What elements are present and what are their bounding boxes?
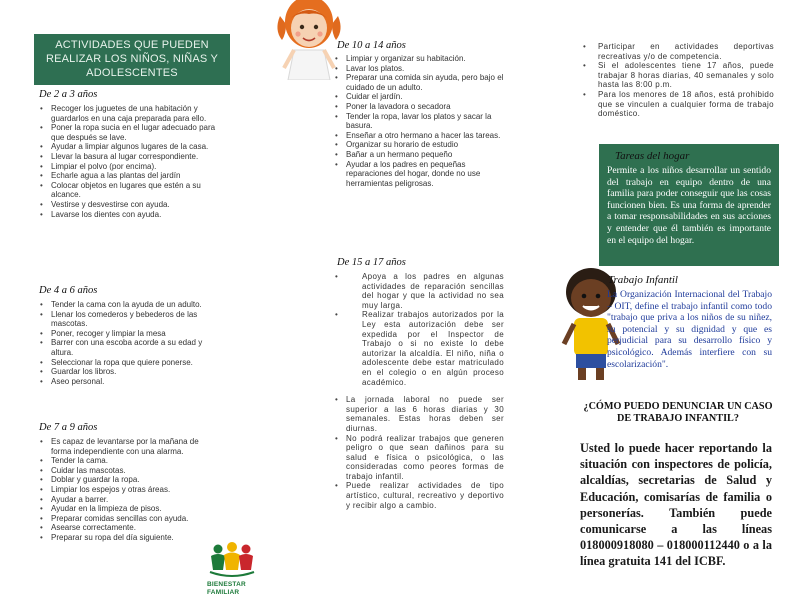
heading-2-3: De 2 a 3 años — [39, 89, 98, 100]
list-item: • Ayudar en la limpieza de pisos. — [39, 504, 221, 514]
list-item: • Enseñar a otro hermano a hacer las tareas. — [334, 131, 504, 141]
list-2-3 — [39, 104, 221, 219]
logo-text-1: BIENESTAR — [207, 581, 246, 588]
list-item: • Limpiar el polvo (por encima). — [39, 162, 221, 172]
list-item: • Echarle agua a las plantas del jardín — [39, 171, 221, 181]
list-item: • Preparar su ropa del día siguiente. — [39, 533, 221, 543]
list-item: • Lavarse los dientes con ayuda. — [39, 210, 221, 220]
list-item: • Si el adolescentes tiene 17 años, puede trabajar 8 horas diarias, 40 semanales y solo hasta las 8:00 p.m. — [582, 61, 774, 90]
list-item: • Puede realizar actividades de tipo artístico, cultural, recreativo y deportivo y recibir algo a cambio. — [334, 481, 504, 510]
tareas-heading: Tareas del hogar — [615, 150, 690, 162]
list-item: • Tender la cama. — [39, 456, 221, 466]
list-item: • Es capaz de levantarse por la mañana de forma independiente con una alarma. — [39, 437, 221, 456]
list-item: • Seleccionar la ropa que quiere ponerse. — [39, 358, 223, 368]
tareas-panel — [599, 144, 779, 266]
list-item: • Poner la ropa sucia en el lugar adecuado para que después se lave. — [39, 123, 221, 142]
list-item: • Cuidar el jardín. — [334, 92, 504, 102]
heading-7-9: De 7 a 9 años — [39, 422, 98, 433]
list-7-9 — [39, 437, 221, 543]
bienestar-logo — [205, 540, 259, 610]
list-item: • Organizar su horario de estudio — [334, 140, 504, 150]
list-15-17 — [334, 272, 504, 510]
tareas-text: Permite a los niños desarrollar un sentido del trabajo en equipo dentro de una familia para poder conseguir que las cosas funcionen bien. Es una forma de aprender a tomar responsabilidades en sus acciones y entender que él también es importante en el equipo del hogar. — [607, 165, 771, 246]
list-item: • Apoya a los padres en algunas actividades de reparación sencillas del hogar y que la actividad no sea muy larga. — [334, 272, 504, 310]
list-item: • Ayudar a barrer. — [39, 495, 221, 505]
brochure-title: ACTIVIDADES QUE PUEDEN REALIZAR LOS NIÑOS, NIÑAS Y ADOLESCENTES — [34, 34, 230, 85]
list-item: • Lavar los platos. — [334, 64, 504, 74]
list-item: • No podrá realizar trabajos que generen peligro o que sean dañinos para su salud e física o psicológica, o las consideradas como peores formas de trabajo infantil. — [334, 434, 504, 482]
heading-15-17: De 15 a 17 años — [337, 257, 406, 268]
family-icon — [205, 540, 259, 580]
list-item: • Para los menores de 18 años, está prohibido que se vinculen a cualquier forma de trabajo doméstico. — [582, 90, 774, 119]
trabajo-heading: Trabajo Infantil — [608, 274, 678, 286]
list-item: • Guardar los libros. — [39, 367, 223, 377]
list-item: • Cuidar las mascotas. — [39, 466, 221, 476]
denuncia-heading: ¿CÓMO PUEDO DENUNCIAR UN CASO DE TRABAJO INFANTIL? — [583, 401, 773, 424]
panel-middle — [264, 0, 528, 612]
logo-text-2: FAMILIAR — [207, 589, 240, 596]
list-item: • Colocar objetos en lugares que estén a su alcance. — [39, 181, 221, 200]
list-item: • Aseo personal. — [39, 377, 223, 387]
list-4-6 — [39, 300, 223, 386]
list-item: • Vestirse y desvestirse con ayuda. — [39, 200, 221, 210]
list-item: • Llevar la basura al lugar correspondiente. — [39, 152, 221, 162]
list-item: • La jornada laboral no puede ser superior a las 6 horas diarias y 30 semanales. Estas horas deben ser diurnas. — [334, 395, 504, 433]
list-extra — [582, 42, 774, 119]
list-item: • Poner la lavadora o secadora — [334, 102, 504, 112]
list-item: • Doblar y guardar la ropa. — [39, 475, 221, 485]
heading-10-14: De 10 a 14 años — [337, 40, 406, 51]
heading-4-6: De 4 a 6 años — [39, 285, 98, 296]
list-item: • Preparar una comida sin ayuda, pero bajo el cuidado de un adulto. — [334, 73, 504, 92]
list-item: • Poner, recoger y limpiar la mesa — [39, 329, 223, 339]
list-item: • Limpiar y organizar su habitación. — [334, 54, 504, 64]
denuncia-text: Usted lo puede hacer reportando la situación con inspectores de policía, alcaldías, secretarias de Salud y Educación, comisarías de familia o personerías. También puede comunicarse a las líneas 018000918080 – 018000112440 o a la línea gratuita 141 del ICBF. — [580, 441, 772, 569]
list-item: • Tender la ropa, lavar los platos y sacar la basura. — [334, 112, 504, 131]
list-item: • Participar en actividades deportivas recreativas y/o de competencia. — [582, 42, 774, 61]
trabajo-text: La Organización Internacional del Trabajo – OIT, define el trabajo infantil como todo "trabajo que priva a los niños de su niñez, su potencial y su dignidad y que es perjudicial para su desarrollo físico y psicológico. Además interfiere con su escolarización". — [607, 289, 772, 370]
list-item: • Preparar comidas sencillas con ayuda. — [39, 514, 221, 524]
list-item: • Realizar trabajos autorizados por la Ley esta autorización debe ser expedida por el Inspector de Trabajo o si no existe lo debe autorizar la alcaldía. El niño, niña o adolescente debe estar matriculado en el colegio o en algún proceso académico. — [334, 310, 504, 387]
list-item: • Tender la cama con la ayuda de un adulto. — [39, 300, 223, 310]
list-item: • Llenar los comederos y bebederos de las mascotas. — [39, 310, 223, 329]
list-item: • Ayudar a los padres en pequeñas reparaciones del hogar, donde no use herramientas peligrosas. — [334, 160, 504, 189]
panel-left — [0, 0, 264, 612]
list-item: • Asearse correctamente. — [39, 523, 221, 533]
list-item: • Limpiar los espejos y otras áreas. — [39, 485, 221, 495]
list-item: • Ayudar a limpiar algunos lugares de la casa. — [39, 142, 221, 152]
list-10-14 — [334, 54, 504, 188]
list-item: • Recoger los juguetes de una habitación y guardarlos en una caja preparada para ello. — [39, 104, 221, 123]
list-item: • Barrer con una escoba acorde a su edad y altura. — [39, 338, 223, 357]
list-item: • Bañar a un hermano pequeño — [334, 150, 504, 160]
